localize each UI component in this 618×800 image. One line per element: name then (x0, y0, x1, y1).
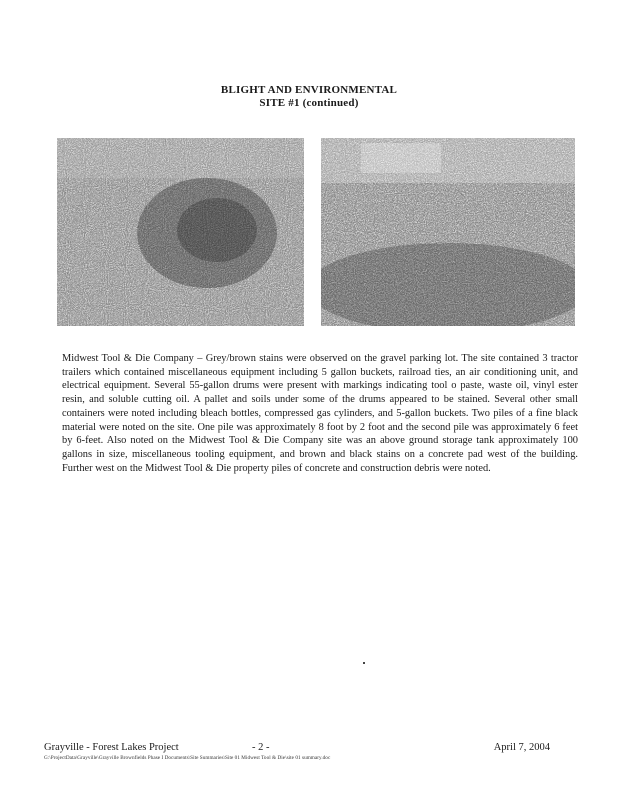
title-line-1: BLIGHT AND ENVIRONMENTAL (220, 84, 398, 96)
page-title (0, 84, 618, 110)
footer-project-name: Grayville - Forest Lakes Project (44, 742, 179, 753)
site-photo-left (57, 138, 304, 326)
footer-page-number: - 2 - (252, 742, 270, 753)
photo-right-image (321, 138, 575, 326)
page-footer (44, 741, 550, 755)
photo-left-image (57, 138, 304, 326)
site-photo-right (321, 138, 575, 326)
stray-mark (363, 662, 365, 664)
footer-date: April 7, 2004 (493, 742, 550, 753)
footer-file-path: G:\ProjectData\Grayville\Grayville Brownfields Phase I Documents\Site Summaries\Site 01 Midwest Tool & Die\site 01 summary.doc (44, 755, 331, 761)
title-line-2: SITE #1 (continued) (259, 97, 359, 109)
site-description-paragraph: Midwest Tool & Die Company – Grey/brown stains were observed on the gravel parking lot. The site contained 3 tractor trailers which contained miscellaneous equipment including 5 gallon buckets, railroad ties, an air conditioning unit, and electrical equipment. Several 55-gallon drums were present with markings indicating tool o paste, waste oil, vinyl ester resin, and soluble cutting oil. A pallet and soils under some of the drums appeared to be stained. Several other small containers were noted including bleach bottles, compressed gas cylinders, and 5-gallon buckets. Two piles of a fine black material were noted on the site. One pile was approximately 8 foot by 2 foot and the second pile was approximately 6 feet by 6-feet. Also noted on the Midwest Tool & Die Company site was an above ground storage tank approximately 100 gallons in size, miscellaneous tooling equipment, and brown and black stains on a concrete pad west of the building. Further west on the Midwest Tool & Die property piles of concrete and construction debris were noted. (62, 353, 578, 474)
